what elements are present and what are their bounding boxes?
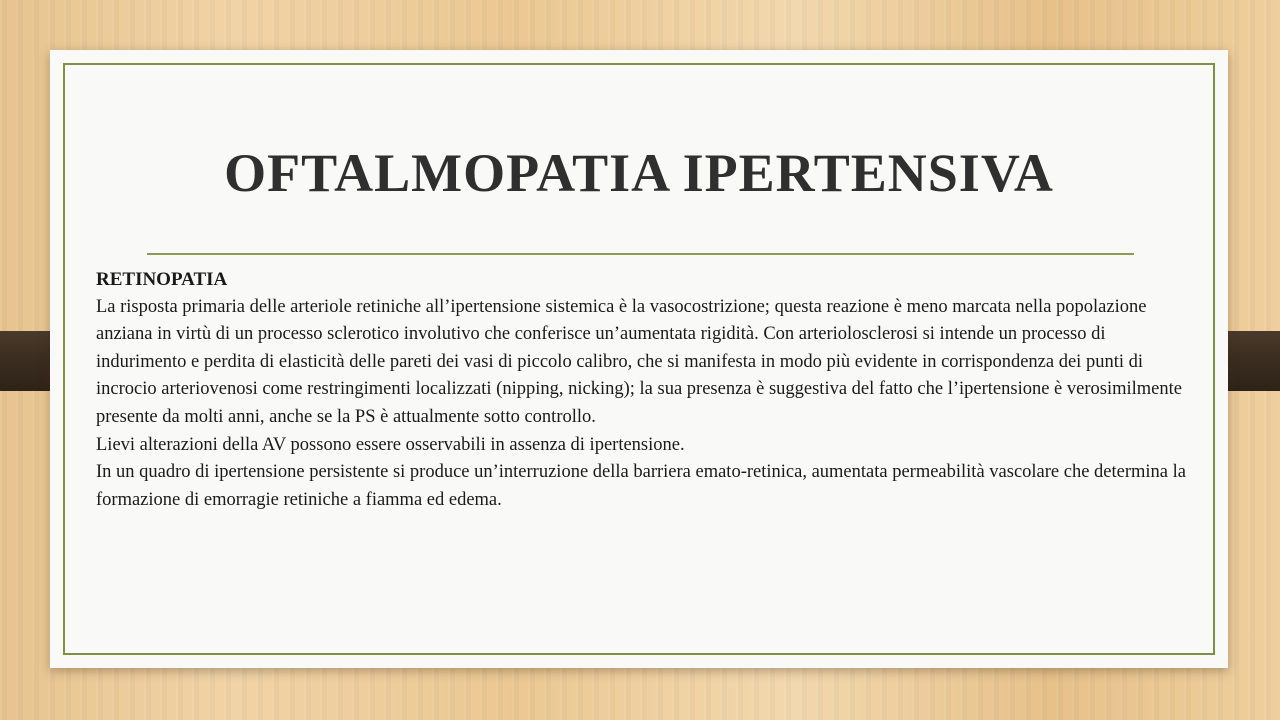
body-paragraph-3: In un quadro di ipertensione persistente si produce un’interruzione della barriera emato-retinica, aumentata permeabilità vascolare che determina la formazione di emorragie retiniche a fiamma ed edema.	[96, 462, 1186, 510]
body-paragraph-1: La risposta primaria delle arteriole retiniche all’ipertensione sistemica è la vasocostrizione; questa reazione è meno marcata nella popolazione anziana in virtù di un processo sclerotico involutivo che conferisce un’aumentata rigidità. Con arteriolosclerosi si intende un processo di indurimento e perdita di elasticità delle pareti dei vasi di piccolo calibro, che si manifesta in modo più evidente in corrispondenza dei punti di incrocio arteriovenosi come restringimenti localizzati (nipping, nicking); la sua presenza è suggestiva del fatto che l’ipertensione è verosimilmente presente da molti anni, anche se la PS è attualmente sotto controllo.	[96, 296, 1182, 427]
title-divider	[147, 253, 1134, 255]
slide	[50, 50, 1228, 668]
slide-title: OFTALMOPATIA IPERTENSIVA	[224, 143, 1054, 203]
slide-body	[96, 266, 1186, 514]
section-heading: RETINOPATIA	[96, 269, 228, 290]
body-paragraph-2: Lievi alterazioni della AV possono essere osservabili in assenza di ipertensione.	[96, 434, 685, 455]
